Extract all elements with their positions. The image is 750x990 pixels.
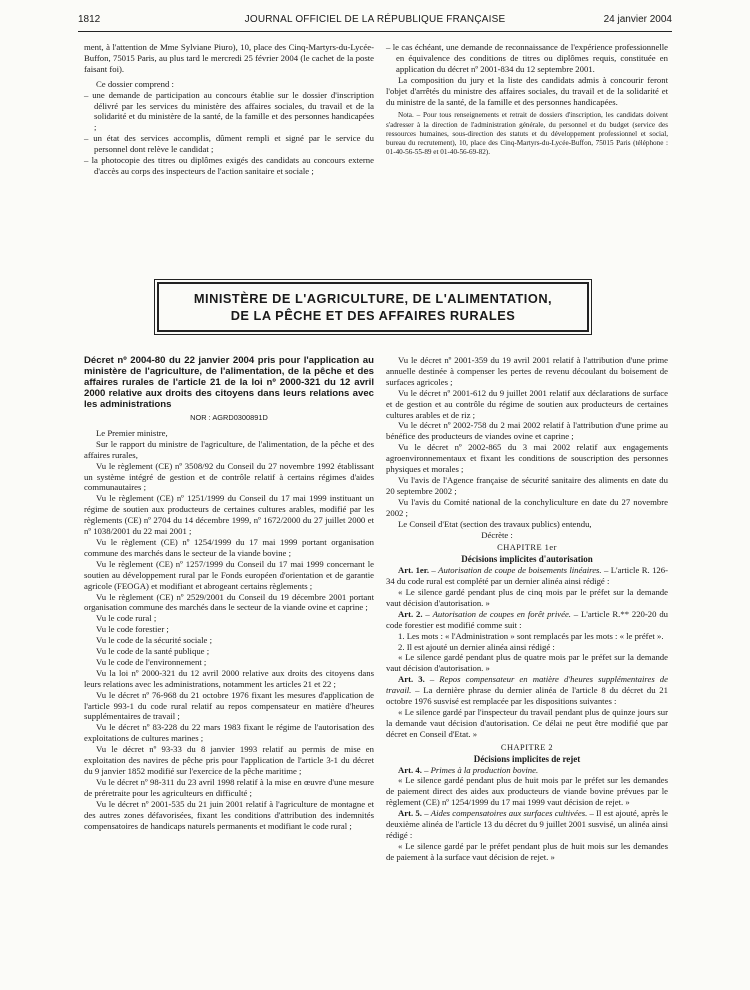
paragraph: Vu le code rural ;	[96, 613, 157, 624]
paragraph: Vu le décret nº 76-968 du 21 octobre 1976 fixant les mesures d'application de l'article 993-1 du code rural relatif au repos compensateur en matière d'heures supplémentaires de travail ;	[84, 689, 374, 722]
paragraph: Le Conseil d'Etat (section des travaux publics) entendu,	[398, 518, 592, 529]
decree-right-column	[386, 355, 668, 863]
paragraph: Vu l'avis du Comité national de la conchyliculture en date du 27 novembre 2002 ;	[386, 496, 668, 518]
paragraph: Vu le décret nº 2001-359 du 19 avril 2001 relatif à l'attribution d'une prime annuelle destinée à compenser les pertes de revenu découlant du boisement de surfaces agricoles ;	[386, 355, 668, 387]
top-left-column	[84, 42, 374, 177]
article-quote: « Le silence gardé pendant plus de huit mois par le préfet sur les demandes de paiement direct des aides aux producteurs de viande bovine prévues par le règlement (CE) nº 1254/1999 du 17 mai 1999 vaut décision de rejet. »	[386, 775, 668, 808]
paragraph: Vu le règlement (CE) nº 1257/1999 du Conseil du 17 mai 1999 concernant le soutien au développement rural par le Fonds européen d'orientation et de garantie agricole (FEOGA) et modifiant et abrogeant certains règlements ;	[84, 558, 374, 591]
paragraph: La composition du jury et la liste des candidats admis à concourir feront l'objet d'arrêtés du ministre des affaires sociales, du travail et de la solidarité et du ministre de la santé, de la famille et des personnes handicapées.	[386, 74, 668, 107]
chapter-heading: CHAPITRE 2	[500, 742, 554, 752]
decree-left-column	[84, 355, 374, 831]
paragraph: 1. Les mots : « l'Administration » sont remplacés par les mots : « le préfet ».	[398, 630, 664, 641]
running-header	[78, 14, 672, 30]
ministry-title-line: DE LA PÊCHE ET DES AFFAIRES RURALES	[230, 308, 516, 323]
paragraph: Vu l'avis de l'Agence française de sécurité sanitaire des aliments en date du 20 septembre 2002 ;	[386, 474, 668, 496]
article-2: Art. 2. – Autorisation de coupes en forêt privée. – L'article R.** 220-20 du code forestier est modifié comme suit :	[386, 608, 669, 630]
paragraph: Vu le décret nº 98-311 du 23 avril 1998 relatif à la mise en œuvre d'une mesure de préretraite pour les agriculteurs en difficulté ;	[84, 776, 374, 798]
paragraph: Ce dossier comprend :	[96, 78, 174, 89]
paragraph: Vu le décret nº 2001-612 du 9 juillet 2001 relatif aux déclarations de surface et de gestion et au contrôle du régime de soutien aux producteurs de certaines cultures arables et de riz ;	[386, 387, 668, 420]
nor-reference: NOR : AGRD0300891D	[190, 413, 268, 422]
paragraph: Vu le décret nº 2001-535 du 21 juin 2001 relatif à l'agriculture de montagne et des autres zones défavorisées, fixant les conditions d'attribution des indemnités compensatoires de handicaps naturels permanents et modifiant le code rural ;	[84, 798, 374, 831]
decree-title: Décret nº 2004-80 du 22 janvier 2004 pris pour l'application au ministère de l'agriculture, de l'alimentation, de la pêche et des affaires rurales de l'article 21 de la loi nº 2000-321 du 12 avril 2000 relative aux droits des citoyens dans leurs relations avec les administrations	[84, 355, 374, 410]
article-1: Art. 1er. – Autorisation de coupe de boisements linéaires. – L'article R. 126-34 du code rural est complété par un dernier alinéa ainsi rédigé :	[386, 565, 669, 587]
article-title: Repos compensateur en matière d'heures supplémentaires de travail.	[386, 674, 668, 696]
top-right-column	[386, 42, 668, 157]
article-quote: « Le silence gardé pendant plus de quatre mois par le préfet sur la demande vaut décision d'autorisation. »	[386, 652, 668, 674]
paragraph: Vu la loi nº 2000-321 du 12 avril 2000 relative aux droits des citoyens dans leurs relations avec les administrations, notamment les articles 21 et 22 ;	[84, 667, 374, 689]
decrete-label: Décrète :	[481, 529, 513, 540]
article-text: La dernière phrase du dernier alinéa de l'article 8 du décret du 21 octobre 1976 susvisé est remplacée par les dispositions suivantes :	[386, 685, 668, 707]
nota-note: Nota. – Pour tous renseignements et retrait de dossiers d'inscription, les candidats doivent s'adresser à la direction de l'administration générale, du personnel et du budget (service des ressources humaines, sous-direction des statuts et du développement professionnel et social, bureau du recrutement), 10, place des Cinq-Martyrs-du-Lycée-Buffon, 75015 Paris (téléphone : 01-40-56-55-89 et 01-40-56-69-82).	[386, 111, 668, 157]
paragraph: Vu le règlement (CE) nº 1254/1999 du 17 mai 1999 portant organisation commune des marchés dans le secteur de la viande bovine ;	[84, 536, 374, 558]
article-title: Autorisation de coupe de boisements linéaires.	[438, 565, 602, 576]
article-text: L'article R. 126-34 du code rural est complété par un dernier alinéa ainsi rédigé :	[386, 565, 669, 587]
article-label: Art. 5.	[398, 808, 422, 819]
list-item: – la photocopie des titres ou diplômes exigés des candidats au concours externe d'accès au corps des inspecteurs de l'action sanitaire et sociale ;	[84, 155, 374, 176]
article-4: Art. 4. – Primes à la production bovine.	[398, 764, 539, 775]
paragraph: Vu le décret nº 2002-758 du 2 mai 2002 relatif à l'attribution d'une prime au bénéfice des producteurs de viandes ovine et caprine ;	[386, 420, 668, 442]
article-3: Art. 3. – Repos compensateur en matière d'heures supplémentaires de travail. – La dernière phrase du dernier alinéa de l'article 8 du décret du 21 octobre 1976 susvisé est remplacée par les dispositions suivantes :	[386, 674, 668, 707]
paragraph: Vu le règlement (CE) nº 3508/92 du Conseil du 27 novembre 1992 établissant un système intégré de gestion et de contrôle relatif à certains régimes d'aides communautaires ;	[84, 460, 374, 493]
article-label: Art. 3.	[398, 674, 425, 685]
paragraph: Vu le code forestier ;	[96, 624, 169, 635]
issue-date: 24 janvier 2004	[603, 14, 672, 25]
article-quote: « Le silence gardé pendant plus de cinq mois par le préfet sur la demande vaut décision d'autorisation. »	[386, 587, 668, 608]
paragraph: ment, à l'attention de Mme Sylviane Piuro), 10, place des Cinq-Martyrs-du-Lycée-Buffon, 75015 Paris, au plus tard le mercredi 25 février 2004 (le cachet de la poste faisant foi).	[84, 42, 374, 74]
article-quote: « Le silence gardé par l'inspecteur du travail pendant plus de quinze jours sur la demande vaut décision d'autorisation. Ce délai ne peut être modifié que par décret en Conseil d'Etat. »	[386, 707, 668, 739]
article-title: Aides compensatoires aux surfaces cultivées.	[430, 808, 588, 819]
paragraph: Vu le code de la santé publique ;	[96, 646, 210, 657]
ministry-title-line: MINISTÈRE DE L'AGRICULTURE, DE L'ALIMENTATION,	[193, 291, 553, 306]
paragraph: Sur le rapport du ministre de l'agriculture, de l'alimentation, de la pêche et des affaires rurales,	[84, 438, 374, 460]
chapter-title: Décisions implicites d'autorisation	[461, 554, 593, 565]
journal-title: JOURNAL OFFICIEL DE LA RÉPUBLIQUE FRANÇAISE	[244, 14, 506, 25]
paragraph: Vu le règlement (CE) nº 1251/1999 du Conseil du 17 mai 1999 instituant un régime de soutien aux producteurs de certaines cultures arables, modifié par les règlements (CE) nº 2704 du 14 décembre 1999, nº 1672/2000 du 27 juillet 2000 et nº 1038/2001 du 22 mai 2001 ;	[84, 493, 374, 537]
article-label: Art. 2.	[398, 608, 423, 619]
chapter-title: Décisions implicites de rejet	[473, 753, 581, 764]
article-5: Art. 5. – Aides compensatoires aux surfaces cultivées. – Il est ajouté, après le deuxième alinéa de l'article 13 du décret du 9 juillet 2001 susvisé, un alinéa ainsi rédigé :	[386, 808, 668, 840]
chapter-heading: CHAPITRE 1er	[497, 543, 557, 553]
header-rule	[78, 31, 672, 32]
paragraph: Vu le décret nº 93-33 du 8 janvier 1993 relatif au permis de mise en exploitation des navires de pêche pris pour l'application de l'article 3-1 du décret du 9 janvier 1852 modifié sur l'exercice de la pêche maritime ;	[84, 744, 374, 776]
paragraph: Le Premier ministre,	[96, 427, 168, 438]
article-label: Art. 1er.	[398, 565, 430, 576]
paragraph: Vu le code de l'environnement ;	[96, 656, 207, 667]
list-item: – une demande de participation au concours établie sur le dossier d'inscription délivré par les services du ministère des affaires sociales, du travail et de la solidarité et du ministère de la santé, de la famille et des personnes handicapées ;	[84, 89, 374, 133]
paragraph: Vu le code de la sécurité sociale ;	[96, 635, 212, 646]
ministry-banner	[157, 282, 589, 332]
paragraph: 2. Il est ajouté un dernier alinéa ainsi rédigé :	[398, 641, 555, 652]
article-title: Primes à la production bovine.	[430, 764, 539, 775]
paragraph: Vu le décret nº 2002-865 du 3 mai 2002 relatif aux engagements agroenvironnementaux et fixant les conditions de souscription des personnes physiques et morales ;	[386, 442, 668, 475]
paragraph: Vu le règlement (CE) nº 2529/2001 du Conseil du 19 décembre 2001 portant organisation commune des marchés dans le secteur de la viande ovine et caprine ;	[84, 591, 374, 613]
page-number: 1812	[78, 14, 101, 25]
article-quote: « Le silence gardé par le préfet pendant plus de huit mois sur les demandes de paiement à la surface vaut décision de rejet. »	[386, 840, 668, 862]
list-item: – le cas échéant, une demande de reconnaissance de l'expérience professionnelle en équivalence des conditions de titres ou diplômes requis, constituée en application du décret nº 2001-834 du 12 septembre 2001.	[386, 42, 668, 74]
article-text: Il est ajouté, après le deuxième alinéa de l'article 13 du décret du 9 juillet 2001 susvisé, un alinéa ainsi rédigé :	[386, 808, 668, 840]
article-text: L'article R.** 220-20 du code forestier est modifié comme suit :	[386, 608, 669, 630]
paragraph: Vu le décret nº 83-228 du 22 mars 1983 fixant le régime de l'autorisation des exploitations de cultures marines ;	[84, 722, 374, 744]
list-item: – un état des services accomplis, dûment rempli et signé par le service du personnel dont relève le candidat ;	[84, 133, 374, 155]
article-title: Autorisation de coupes en forêt privée.	[432, 608, 571, 619]
article-label: Art. 4.	[398, 764, 422, 775]
